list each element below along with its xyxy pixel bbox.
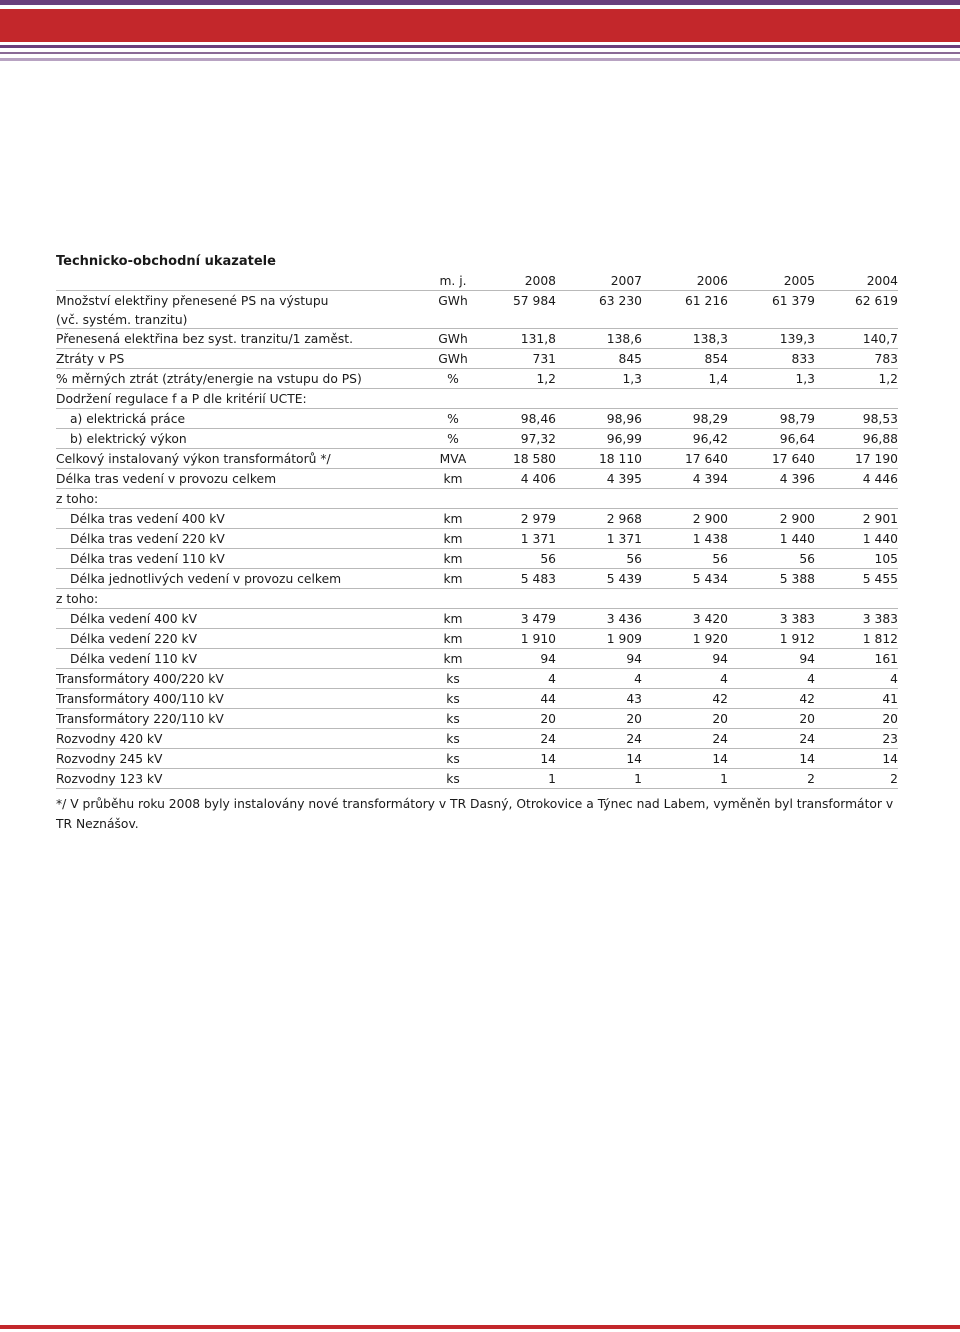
row-value: 161 — [815, 649, 898, 669]
table-row — [56, 310, 898, 329]
row-unit: ks — [428, 669, 478, 689]
row-value: 14 — [556, 749, 642, 769]
row-value: 43 — [556, 689, 642, 709]
row-label: Transformátory 400/220 kV — [56, 669, 428, 689]
row-value: 63 230 — [598, 294, 642, 308]
row-value: 4 — [728, 669, 815, 689]
row-value: 42 — [642, 689, 728, 709]
row-value: 4 446 — [815, 469, 898, 489]
row-label: z toho: — [56, 489, 428, 509]
row-value: 20 — [728, 709, 815, 729]
row-label: Délka vedení 220 kV — [56, 629, 428, 649]
row-unit: ks — [428, 769, 478, 789]
row-unit — [428, 489, 478, 509]
row-value: 140,7 — [815, 329, 898, 349]
row-value — [642, 589, 728, 609]
row-value — [642, 489, 728, 509]
row-value: 61 379 — [771, 294, 815, 308]
header-year: 2004 — [815, 271, 898, 291]
row-value: 98,96 — [556, 409, 642, 429]
row-unit — [428, 310, 478, 329]
row-value: 731 — [478, 349, 556, 369]
top-stripe-lilac — [0, 58, 960, 61]
table-row — [56, 369, 898, 389]
row-value: 98,53 — [815, 409, 898, 429]
row-value: 24 — [556, 729, 642, 749]
row-value: 96,64 — [728, 429, 815, 449]
row-value: 61 216 — [684, 294, 728, 308]
table-row — [56, 549, 898, 569]
table-row — [56, 709, 898, 729]
row-value — [815, 489, 898, 509]
row-value: 3 420 — [642, 609, 728, 629]
header-row — [56, 271, 898, 291]
row-unit: km — [428, 529, 478, 549]
row-value: 44 — [478, 689, 556, 709]
row-label: Přenesená elektřina bez syst. tranzitu/1 zaměst. — [56, 329, 428, 349]
table-row — [56, 509, 898, 529]
row-value: 1 438 — [642, 529, 728, 549]
table-row — [56, 429, 898, 449]
row-unit: GWh — [438, 294, 468, 308]
row-label: b) elektrický výkon — [56, 429, 428, 449]
row-unit: km — [428, 569, 478, 589]
row-value — [478, 489, 556, 509]
row-unit: km — [428, 609, 478, 629]
table-row — [56, 649, 898, 669]
row-unit: km — [428, 629, 478, 649]
row-value: 2 900 — [728, 509, 815, 529]
row-unit — [428, 589, 478, 609]
row-value — [728, 389, 815, 409]
row-unit: km — [428, 469, 478, 489]
footnote: */ V průběhu roku 2008 byly instalovány nové transformátory v TR Dasný, Otrokovice a Týnec nad Labem, vyměněn byl transformátor v TR Neznášov. — [56, 797, 894, 831]
row-value: 1 — [556, 769, 642, 789]
row-value: 5 388 — [728, 569, 815, 589]
row-value: 5 455 — [815, 569, 898, 589]
row-value: 138,6 — [556, 329, 642, 349]
header-year: 2008 — [478, 271, 556, 291]
row-value: 17 640 — [642, 449, 728, 469]
row-value: 57 984 — [512, 294, 556, 308]
row-value: 94 — [642, 649, 728, 669]
row-value: 1 910 — [478, 629, 556, 649]
table-row — [56, 389, 898, 409]
row-value: 1,3 — [728, 369, 815, 389]
row-value: 62 619 — [854, 294, 898, 308]
row-value: 1 440 — [728, 529, 815, 549]
row-value: 4 396 — [728, 469, 815, 489]
row-value: 20 — [478, 709, 556, 729]
row-value: 1 371 — [556, 529, 642, 549]
row-value: 4 — [556, 669, 642, 689]
row-value: 5 434 — [642, 569, 728, 589]
table-row — [56, 729, 898, 749]
header-unit: m. j. — [428, 271, 478, 291]
row-value: 20 — [815, 709, 898, 729]
row-value: 98,46 — [478, 409, 556, 429]
row-value — [728, 489, 815, 509]
row-value: 3 479 — [478, 609, 556, 629]
row-label: Ztráty v PS — [56, 349, 428, 369]
row-value: 24 — [478, 729, 556, 749]
row-value: 96,42 — [642, 429, 728, 449]
row-value: 2 — [815, 769, 898, 789]
row-value: 14 — [478, 749, 556, 769]
row-unit: MVA — [428, 449, 478, 469]
row-value — [556, 310, 642, 329]
row-value: 24 — [728, 729, 815, 749]
row-value: 98,79 — [728, 409, 815, 429]
row-unit: km — [428, 509, 478, 529]
row-label: Délka vedení 400 kV — [56, 609, 428, 629]
row-value: 4 406 — [478, 469, 556, 489]
row-value: 4 — [478, 669, 556, 689]
row-value: 42 — [728, 689, 815, 709]
row-value: 17 640 — [728, 449, 815, 469]
table-row — [56, 489, 898, 509]
row-value: 2 901 — [815, 509, 898, 529]
row-value: 2 968 — [556, 509, 642, 529]
row-value: 4 — [815, 669, 898, 689]
top-stripe-purple-hairline — [0, 52, 960, 54]
row-value: 2 979 — [478, 509, 556, 529]
row-value: 1,2 — [815, 369, 898, 389]
row-label: Délka vedení 110 kV — [56, 649, 428, 669]
row-value: 1 920 — [642, 629, 728, 649]
row-value: 5 439 — [556, 569, 642, 589]
row-value — [642, 310, 728, 329]
row-value: 138,3 — [642, 329, 728, 349]
row-value: 1 440 — [815, 529, 898, 549]
row-value: 4 394 — [642, 469, 728, 489]
table-row — [56, 329, 898, 349]
row-unit: GWh — [428, 329, 478, 349]
row-value — [478, 389, 556, 409]
row-value: 14 — [728, 749, 815, 769]
table-row — [56, 409, 898, 429]
table-row — [56, 689, 898, 709]
row-value: 56 — [556, 549, 642, 569]
row-value: 1 909 — [556, 629, 642, 649]
table-row — [56, 769, 898, 789]
header-year: 2006 — [642, 271, 728, 291]
row-unit: % — [428, 369, 478, 389]
row-label: Dodržení regulace f a P dle kritérií UCTE: — [56, 389, 428, 409]
table-row — [56, 589, 898, 609]
row-value: 3 383 — [728, 609, 815, 629]
row-value: 18 580 — [478, 449, 556, 469]
row-value: 5 483 — [478, 569, 556, 589]
header-year: 2005 — [728, 271, 815, 291]
row-value: 17 190 — [815, 449, 898, 469]
indicators-table — [56, 271, 898, 789]
row-value — [556, 389, 642, 409]
row-value: 2 — [728, 769, 815, 789]
row-value: 854 — [642, 349, 728, 369]
table-title: Technicko-obchodní ukazatele — [56, 254, 276, 269]
row-value: 4 — [642, 669, 728, 689]
top-band-red — [0, 9, 960, 42]
row-unit: GWh — [428, 349, 478, 369]
row-value: 2 900 — [642, 509, 728, 529]
table-row — [56, 291, 898, 311]
table-row — [56, 609, 898, 629]
row-value: 1 912 — [728, 629, 815, 649]
row-value: 41 — [815, 689, 898, 709]
row-value: 833 — [728, 349, 815, 369]
table-row — [56, 469, 898, 489]
row-value: 24 — [642, 729, 728, 749]
bottom-rule-red — [0, 1325, 960, 1329]
row-value — [815, 389, 898, 409]
row-unit: ks — [428, 749, 478, 769]
row-unit: km — [428, 649, 478, 669]
table-row — [56, 449, 898, 469]
row-value: 94 — [478, 649, 556, 669]
row-value — [478, 589, 556, 609]
header-year: 2007 — [556, 271, 642, 291]
row-value: 96,99 — [556, 429, 642, 449]
row-label: Délka tras vedení v provozu celkem — [56, 469, 428, 489]
row-value: 1 — [642, 769, 728, 789]
row-label: z toho: — [56, 589, 428, 609]
row-unit: ks — [428, 709, 478, 729]
row-unit: km — [428, 549, 478, 569]
row-value — [815, 310, 898, 329]
row-value: 94 — [556, 649, 642, 669]
row-value: 1,3 — [556, 369, 642, 389]
row-value: 1 371 — [478, 529, 556, 549]
table-row — [56, 629, 898, 649]
row-label: Rozvodny 420 kV — [56, 729, 428, 749]
row-value: 1 — [478, 769, 556, 789]
row-unit: ks — [428, 729, 478, 749]
row-value — [556, 589, 642, 609]
row-value: 94 — [728, 649, 815, 669]
row-label: Množství elektřiny přenesené PS na výstupu — [56, 294, 329, 308]
row-label: (vč. systém. tranzitu) — [56, 310, 428, 329]
row-value: 1 812 — [815, 629, 898, 649]
row-label: a) elektrická práce — [56, 409, 428, 429]
row-unit: ks — [428, 689, 478, 709]
top-stripe-purple-thin — [0, 45, 960, 48]
row-value: 3 383 — [815, 609, 898, 629]
row-value: 4 395 — [556, 469, 642, 489]
row-value: 23 — [815, 729, 898, 749]
row-value: 14 — [815, 749, 898, 769]
row-value: 105 — [815, 549, 898, 569]
row-value: 56 — [478, 549, 556, 569]
row-value: 131,8 — [478, 329, 556, 349]
row-value: 14 — [642, 749, 728, 769]
table-row — [56, 749, 898, 769]
row-value: 56 — [728, 549, 815, 569]
row-value: 20 — [556, 709, 642, 729]
row-label: Transformátory 400/110 kV — [56, 689, 428, 709]
table-row — [56, 569, 898, 589]
row-label: Rozvodny 245 kV — [56, 749, 428, 769]
row-unit — [428, 389, 478, 409]
row-value: 3 436 — [556, 609, 642, 629]
row-label: Délka tras vedení 220 kV — [56, 529, 428, 549]
row-value: 845 — [556, 349, 642, 369]
row-value: 97,32 — [478, 429, 556, 449]
row-label: Celkový instalovaný výkon transformátorů */ — [56, 449, 428, 469]
row-label: Délka jednotlivých vedení v provozu celkem — [56, 569, 428, 589]
table-row — [56, 349, 898, 369]
table-row — [56, 529, 898, 549]
row-value — [556, 489, 642, 509]
row-value: 139,3 — [728, 329, 815, 349]
row-value — [728, 589, 815, 609]
row-value — [815, 589, 898, 609]
row-value — [642, 389, 728, 409]
row-value: 1,4 — [642, 369, 728, 389]
row-value: 783 — [815, 349, 898, 369]
row-unit: % — [428, 409, 478, 429]
row-label: Rozvodny 123 kV — [56, 769, 428, 789]
row-label: % měrných ztrát (ztráty/energie na vstupu do PS) — [56, 369, 428, 389]
top-stripe-purple — [0, 0, 960, 5]
row-value: 1,2 — [478, 369, 556, 389]
row-value: 98,29 — [642, 409, 728, 429]
row-value — [478, 310, 556, 329]
table-row — [56, 669, 898, 689]
row-label: Délka tras vedení 110 kV — [56, 549, 428, 569]
row-value: 56 — [642, 549, 728, 569]
row-label: Délka tras vedení 400 kV — [56, 509, 428, 529]
header-label-cell — [56, 271, 428, 291]
row-value: 18 110 — [556, 449, 642, 469]
row-value: 96,88 — [815, 429, 898, 449]
row-value: 20 — [642, 709, 728, 729]
row-value — [728, 310, 815, 329]
row-label: Transformátory 220/110 kV — [56, 709, 428, 729]
row-unit: % — [428, 429, 478, 449]
